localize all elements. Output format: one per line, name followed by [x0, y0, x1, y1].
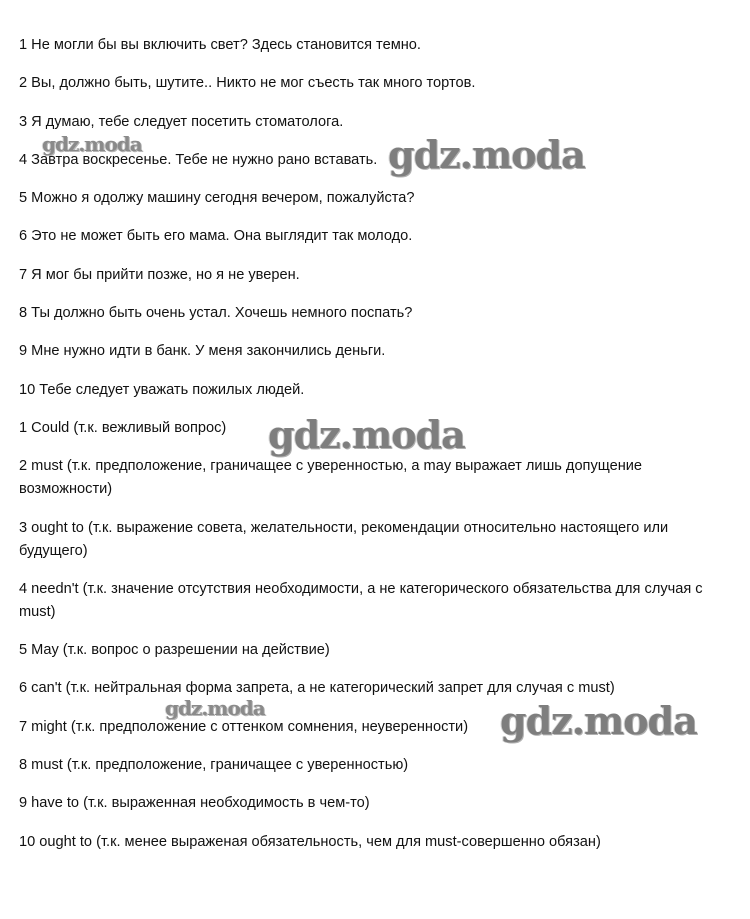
document-body	[19, 34, 724, 869]
translation-line-6: 6 Это не может быть его мама. Она выглядит так молодо.	[19, 228, 413, 245]
translation-line-5: 5 Можно я одолжу машину сегодня вечером, пожалуйста?	[19, 190, 415, 207]
translation-line-9: 9 Мне нужно идти в банк. У меня закончились деньги.	[19, 343, 386, 360]
answer-line-2: 2 must (т.к. предположение, граничащее с уверенностью, а may выражает лишь допущение возможности)	[19, 458, 643, 498]
watermark-small-2: gdz.moda	[165, 696, 265, 720]
watermark-large-2: gdz.moda	[268, 412, 465, 457]
translation-line-3: 3 Я думаю, тебе следует посетить стоматолога.	[19, 113, 344, 130]
answer-line-7: 7 might (т.к. предположение с оттенком сомнения, неуверенности)	[19, 718, 469, 735]
translation-line-10: 10 Тебе следует уважать пожилых людей.	[19, 381, 305, 398]
answer-line-8: 8 must (т.к. предположение, граничащее с уверенностью)	[19, 757, 409, 774]
answer-line-10: 10 ought to (т.к. менее выраженая обязательность, чем для must-совершенно обязан)	[19, 833, 601, 850]
translation-line-2: 2 Вы, должно быть, шутите.. Никто не мог съесть так много тортов.	[19, 75, 476, 92]
answer-line-4: 4 needn't (т.к. значение отсутствия необходимости, а не категорического обязательства для случая с must)	[19, 580, 703, 620]
answer-line-9: 9 have to (т.к. выраженная необходимость в чем-то)	[19, 795, 370, 812]
answer-line-6: 6 can't (т.к. нейтральная форма запрета, а не категорический запрет для случая с must)	[19, 680, 615, 697]
translation-line-1: 1 Не могли бы вы включить свет? Здесь становится темно.	[19, 37, 421, 53]
watermark-large-1: gdz.moda	[388, 132, 585, 177]
translation-line-7: 7 Я мог бы прийти позже, но я не уверен.	[19, 266, 300, 283]
translation-line-8: 8 Ты должно быть очень устал. Хочешь немного поспать?	[19, 305, 413, 322]
watermark-large-3: gdz.moda	[500, 698, 697, 743]
answer-line-1: 1 Could (т.к. вежливый вопрос)	[19, 419, 227, 436]
answer-line-5: 5 May (т.к. вопрос о разрешении на действие)	[19, 642, 330, 659]
translation-line-4: 4 Завтра воскресенье. Тебе не нужно рано вставать.	[19, 151, 378, 168]
answer-line-3: 3 ought to (т.к. выражение совета, желательности, рекомендации относительно настоящего или будущего)	[19, 519, 669, 559]
watermark-small-1: gdz.moda	[42, 132, 142, 156]
